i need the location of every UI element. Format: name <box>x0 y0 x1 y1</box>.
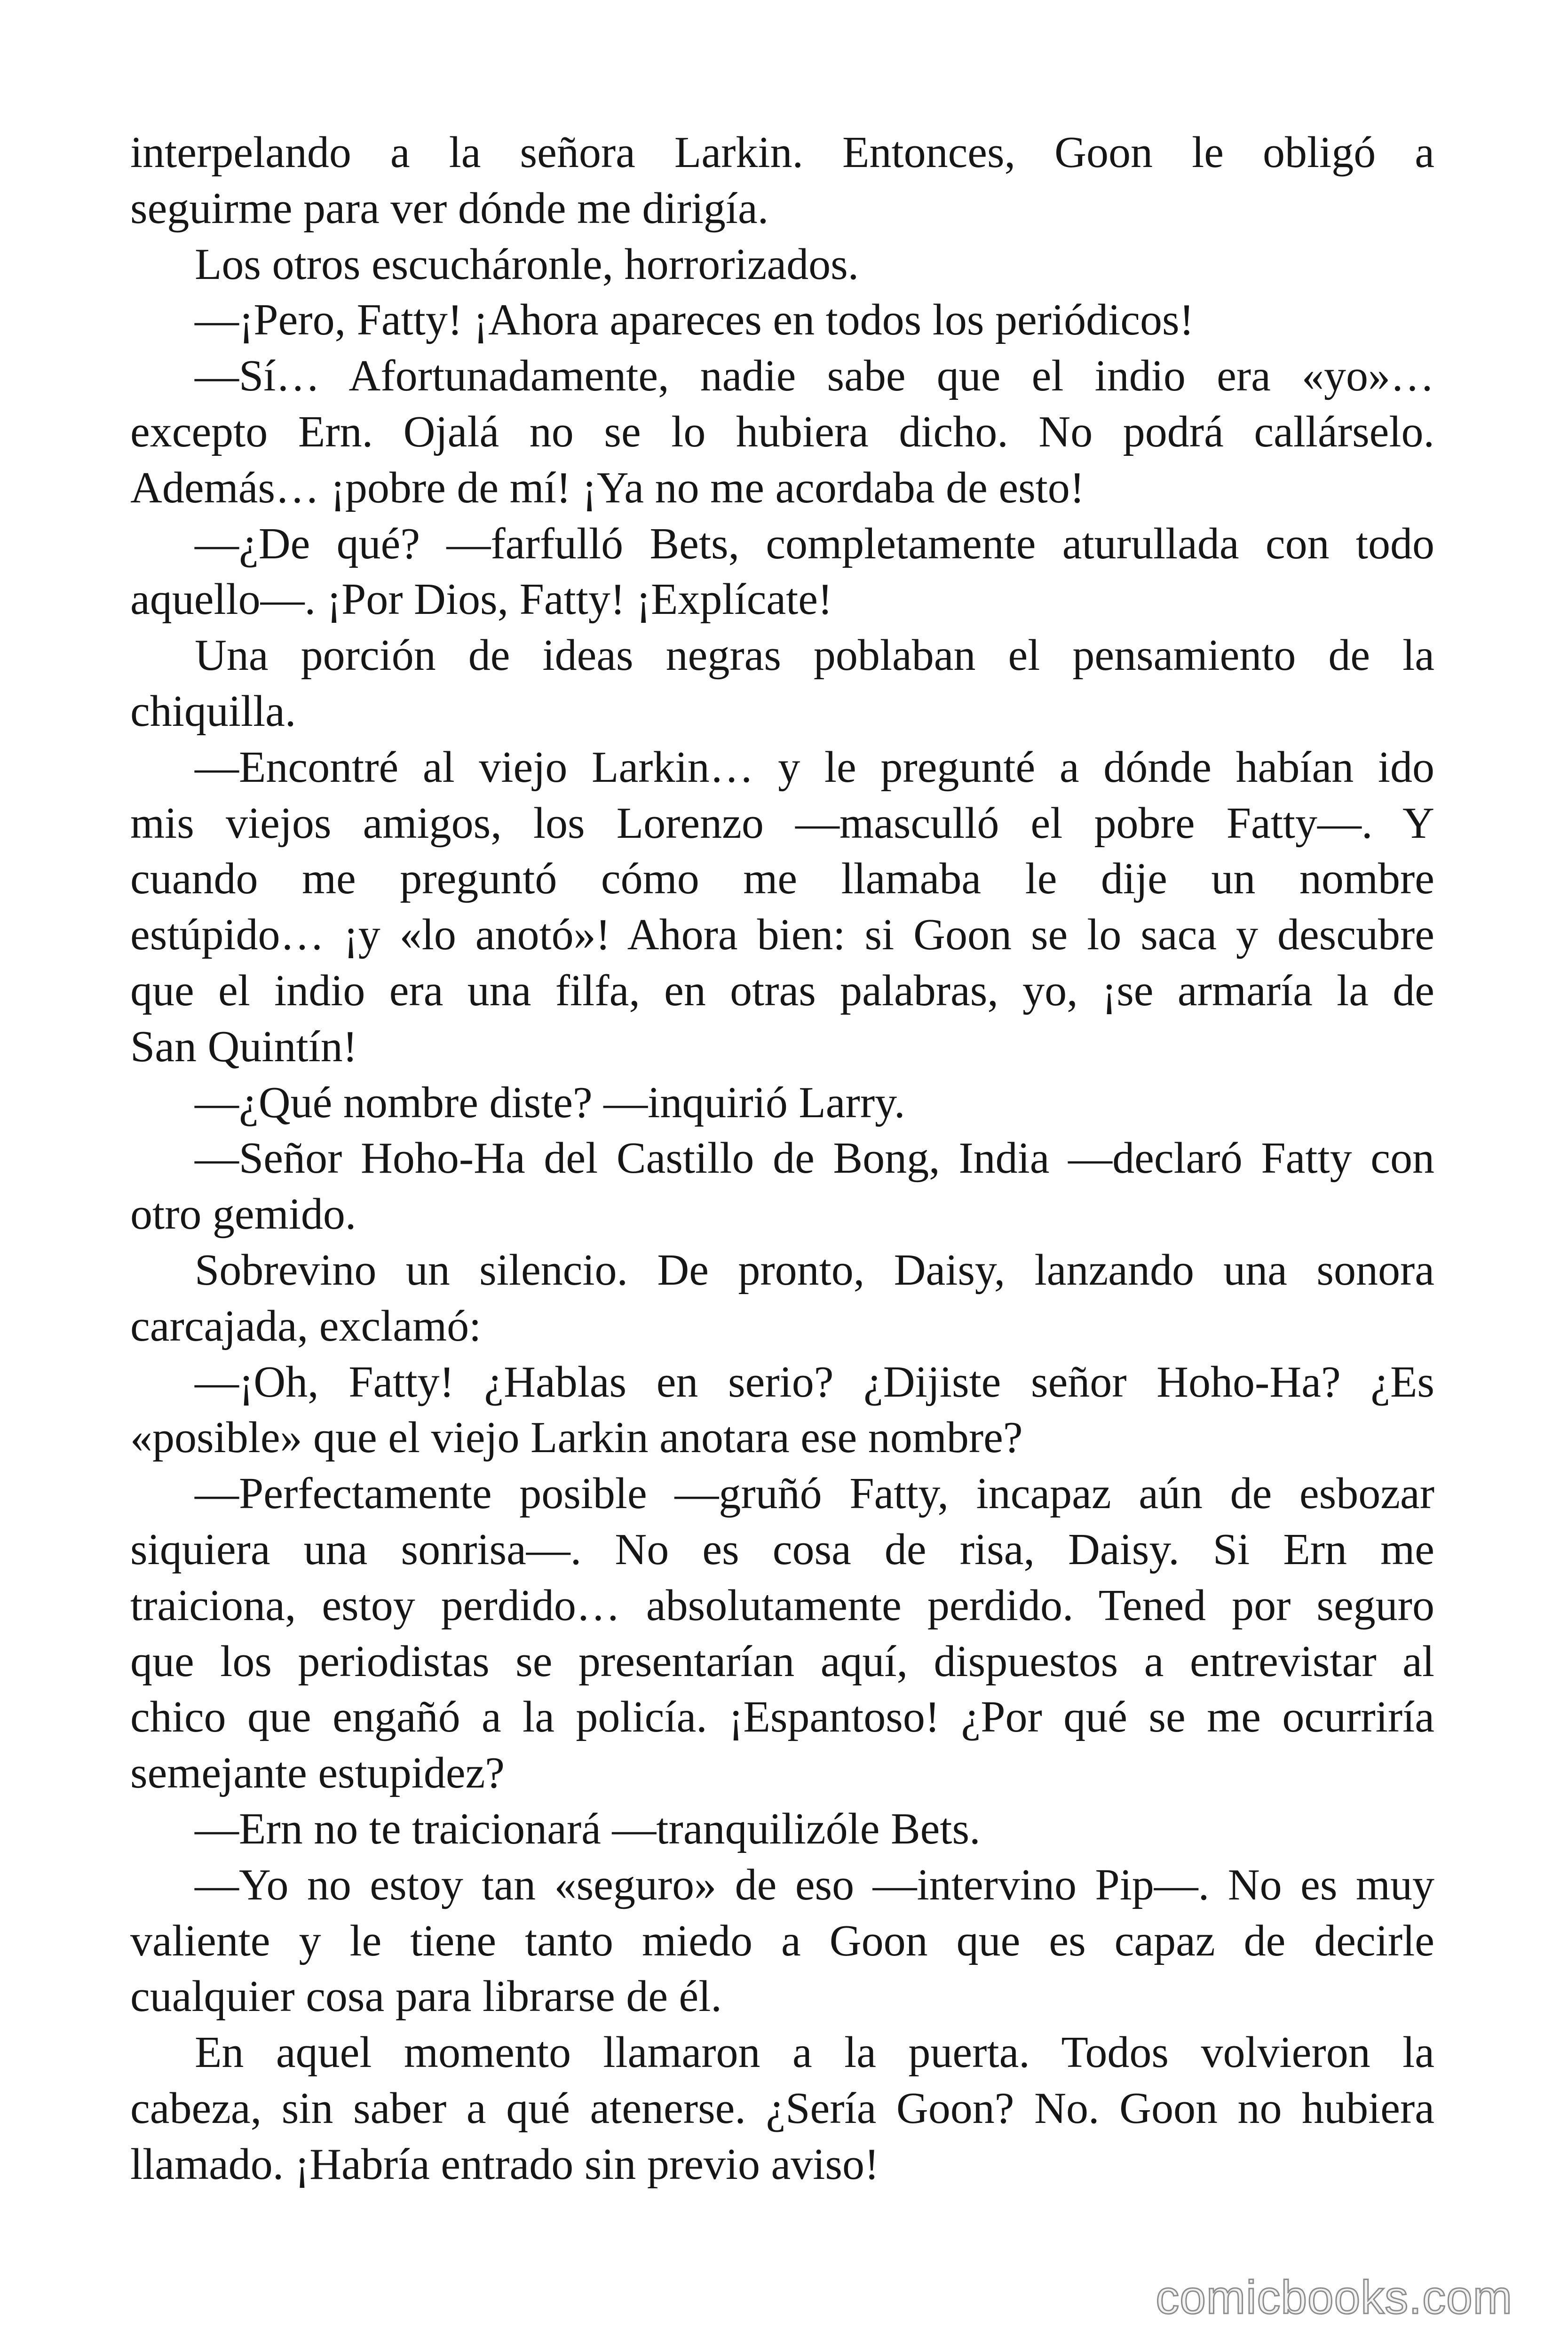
text-line: mis viejos amigos, los Lorenzo —masculló el pobre Fatty—. Y <box>130 798 1434 848</box>
text-line: —Yo no estoy tan «seguro» de eso —intervino Pip—. No es muy <box>195 1860 1434 1909</box>
text-line: que el indio era una filfa, en otras palabras, yo, ¡se armaría la de <box>130 966 1434 1015</box>
paragraph <box>130 237 1434 293</box>
text-line: excepto Ern. Ojalá no se lo hubiera dicho. No podrá callárselo. <box>130 407 1434 456</box>
paragraph <box>130 739 1434 1075</box>
paragraph <box>130 1075 1434 1131</box>
text-line: siquiera una sonrisa—. No es cosa de risa, Daisy. Si Ern me <box>130 1525 1434 1574</box>
text-line: En aquel momento llamaron a la puerta. Todos volvieron la <box>195 2028 1434 2077</box>
text-line: interpelando a la señora Larkin. Entonces, Goon le obligó a <box>130 128 1434 177</box>
continued-paragraph <box>130 125 1434 237</box>
text-line: «posible» que el viejo Larkin anotara ese nombre? <box>130 1413 1023 1462</box>
text-line: valiente y le tiene tanto miedo a Goon que es capaz de decirle <box>130 1916 1434 1965</box>
paragraph <box>130 1130 1434 1242</box>
text-line: cabeza, sin saber a qué atenerse. ¿Sería Goon? No. Goon no hubiera <box>130 2083 1434 2133</box>
paragraph <box>130 292 1434 348</box>
text-line: Una porción de ideas negras poblaban el pensamiento de la <box>195 631 1434 680</box>
paragraph <box>130 516 1434 628</box>
text-line: traiciona, estoy perdido… absolutamente perdido. Tened por seguro <box>130 1581 1434 1630</box>
paragraph <box>130 1242 1434 1354</box>
text-line: Sobrevino un silencio. De pronto, Daisy, lanzando una sonora <box>195 1245 1434 1295</box>
text-line: semejante estupidez? <box>130 1748 505 1798</box>
paragraph <box>130 628 1434 739</box>
paragraph <box>130 1354 1434 1466</box>
text-line: aquello—. ¡Por Dios, Fatty! ¡Explícate! <box>130 575 833 624</box>
page-text <box>130 125 1434 2192</box>
text-line: chico que engañó a la policía. ¡Espantoso! ¿Por qué se me ocurriría <box>130 1692 1434 1742</box>
text-line: —Perfectamente posible —gruñó Fatty, incapaz aún de esbozar <box>195 1469 1434 1518</box>
text-line: carcajada, exclamó: <box>130 1301 482 1351</box>
text-line: chiquilla. <box>130 686 296 736</box>
text-line: estúpido… ¡y «lo anotó»! Ahora bien: si Goon se lo saca y descubre <box>130 910 1434 960</box>
paragraph <box>130 348 1434 516</box>
text-line: —¡Pero, Fatty! ¡Ahora apareces en todos los periódicos! <box>195 295 1194 345</box>
watermark: comicbooks.com <box>1156 2271 1513 2324</box>
paragraph <box>130 2025 1434 2192</box>
text-line: Los otros escucháronle, horrorizados. <box>195 239 859 289</box>
text-line: que los periodistas se presentarían aquí, dispuestos a entrevistar al <box>130 1637 1434 1686</box>
text-line: Además… ¡pobre de mí! ¡Ya no me acordaba de esto! <box>130 463 1085 512</box>
text-line: —¡Oh, Fatty! ¿Hablas en serio? ¿Dijiste señor Hoho-Ha? ¿Es <box>195 1357 1434 1406</box>
text-line: —¿De qué? —farfulló Bets, completamente aturullada con todo <box>195 519 1434 568</box>
text-line: cualquier cosa para librarse de él. <box>130 1972 722 2021</box>
paragraph <box>130 1857 1434 2025</box>
text-line: —Encontré al viejo Larkin… y le pregunté a dónde habían ido <box>195 742 1434 792</box>
text-line: —Sí… Afortunadamente, nadie sabe que el indio era «yo»… <box>195 351 1434 401</box>
text-line: —Ern no te traicionará —tranquilizóle Bets. <box>195 1804 981 1853</box>
paragraph <box>130 1466 1434 1801</box>
text-line: otro gemido. <box>130 1190 356 1239</box>
text-line: llamado. ¡Habría entrado sin previo aviso! <box>130 2139 879 2189</box>
text-line: —¿Qué nombre diste? —inquirió Larry. <box>195 1078 905 1127</box>
text-line: cuando me preguntó cómo me llamaba le dije un nombre <box>130 854 1434 904</box>
text-line: seguirme para ver dónde me dirigía. <box>130 183 769 233</box>
text-line: —Señor Hoho-Ha del Castillo de Bong, India —declaró Fatty con <box>195 1134 1434 1183</box>
paragraph <box>130 1801 1434 1857</box>
text-line: San Quintín! <box>130 1022 358 1071</box>
